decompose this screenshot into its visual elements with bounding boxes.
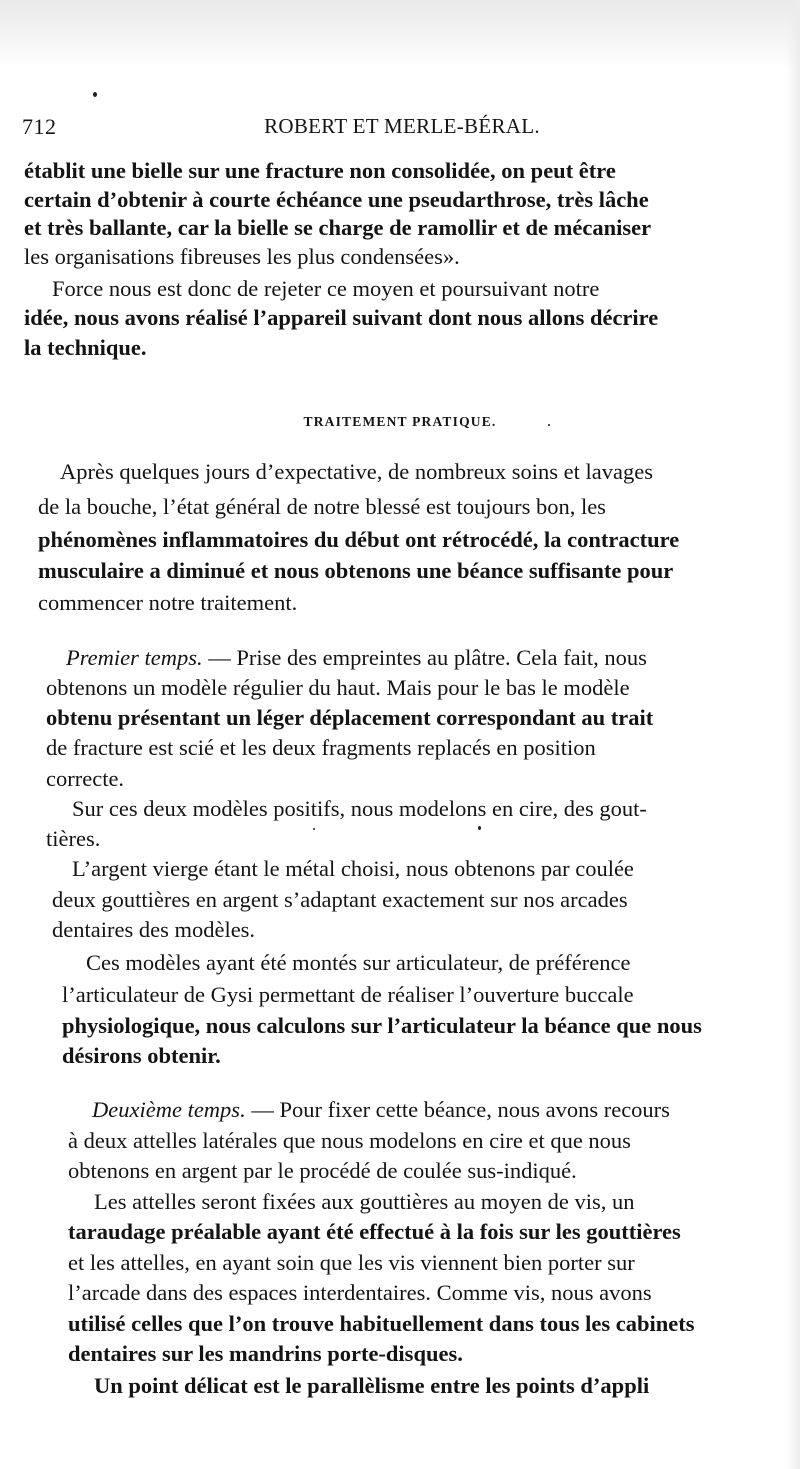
text-line: physiologique, nous calculons sur l’articulateur la béance que nous xyxy=(62,1013,702,1038)
text-line: certain d’obtenir à courte échéance une pseudarthrose, très lâche xyxy=(24,187,649,212)
text-line: dentaires sur les mandrins porte-disques. xyxy=(68,1341,463,1366)
text-line: L’argent vierge étant le métal choisi, nous obtenons par coulée xyxy=(72,856,634,881)
text-line: musculaire a diminué et nous obtenons une béance suffisante pour xyxy=(38,558,674,583)
text-line: idée, nous avons réalisé l’appareil suivant dont nous allons décrire xyxy=(24,305,659,330)
text-run: — Prise des empreintes au plâtre. Cela fait, nous xyxy=(202,645,647,670)
page-number: 712 xyxy=(22,114,57,139)
text-line: à deux attelles latérales que nous modelons en cire et que nous xyxy=(68,1128,631,1153)
text-line: et les attelles, en ayant soin que les vis viennent bien porter sur xyxy=(68,1250,635,1275)
text-line: obtenons en argent par le procédé de coulée sus-indiqué. xyxy=(68,1158,577,1183)
scan-shadow-right xyxy=(786,0,800,1469)
text-line: Ces modèles ayant été montés sur articulateur, de préférence xyxy=(86,950,631,975)
scan-shadow-top xyxy=(0,0,800,70)
text-line: obtenons un modèle régulier du haut. Mais pour le bas le modèle xyxy=(46,675,630,700)
text-line: Après quelques jours d’expectative, de nombreux soins et lavages xyxy=(60,459,653,484)
text-line: de la bouche, l’état général de notre blessé est toujours bon, les xyxy=(38,494,606,519)
text-line: tières. xyxy=(46,826,101,851)
text-line xyxy=(66,645,647,671)
text-line: l’articulateur de Gysi permettant de réaliser l’ouverture buccale xyxy=(62,982,634,1007)
text-line: Sur ces deux modèles positifs, nous modelons en cire, des gout- xyxy=(72,796,647,821)
text-line: correcte. xyxy=(46,766,125,791)
text-line: de fracture est scié et les deux fragments replacés en position xyxy=(46,735,596,760)
text-line: Force nous est donc de rejeter ce moyen et poursuivant notre xyxy=(52,276,600,301)
text-line: Un point délicat est le parallèlisme entre les points d’appli xyxy=(94,1373,650,1398)
text-line: obtenu présentant un léger déplacement correspondant au trait xyxy=(46,705,654,730)
section-label-deuxieme-temps: Deuxième temps. xyxy=(92,1097,246,1122)
print-speck xyxy=(313,828,315,830)
text-line: les organisations fibreuses les plus condensées». xyxy=(24,244,460,269)
text-line: utilisé celles que l’on trouve habituellement dans tous les cabinets xyxy=(68,1311,695,1336)
section-label-premier-temps: Premier temps. xyxy=(66,645,203,670)
print-speck xyxy=(93,92,97,97)
text-line: dentaires des modèles. xyxy=(52,917,256,942)
text-line: taraudage préalable ayant été effectué à la fois sur les gouttières xyxy=(68,1219,681,1244)
page-header xyxy=(22,114,782,144)
text-line: désirons obtenir. xyxy=(62,1043,221,1068)
text-line: commencer notre traitement. xyxy=(38,590,298,615)
text-line xyxy=(92,1097,670,1123)
section-heading: TRAITEMENT PRATIQUE. xyxy=(303,414,497,429)
text-line: et très ballante, car la bielle se charge de ramollir et de mécaniser xyxy=(24,215,652,240)
text-line: Les attelles seront fixées aux gouttières au moyen de vis, un xyxy=(94,1189,635,1214)
running-head: ROBERT ET MERLE-BÉRAL. xyxy=(264,114,540,138)
text-line: deux gouttières en argent s’adaptant exactement sur nos arcades xyxy=(52,887,628,912)
print-speck xyxy=(478,826,481,830)
text-line: phénomènes inflammatoires du début ont rétrocédé, la contracture xyxy=(38,527,680,552)
text-line: la technique. xyxy=(24,335,147,360)
text-line: établit une bielle sur une fracture non consolidée, on peut être xyxy=(24,158,616,183)
text-line: l’arcade dans des espaces interdentaires. Comme vis, nous avons xyxy=(68,1280,652,1305)
text-run: — Pour fixer cette béance, nous avons recours xyxy=(245,1097,670,1122)
